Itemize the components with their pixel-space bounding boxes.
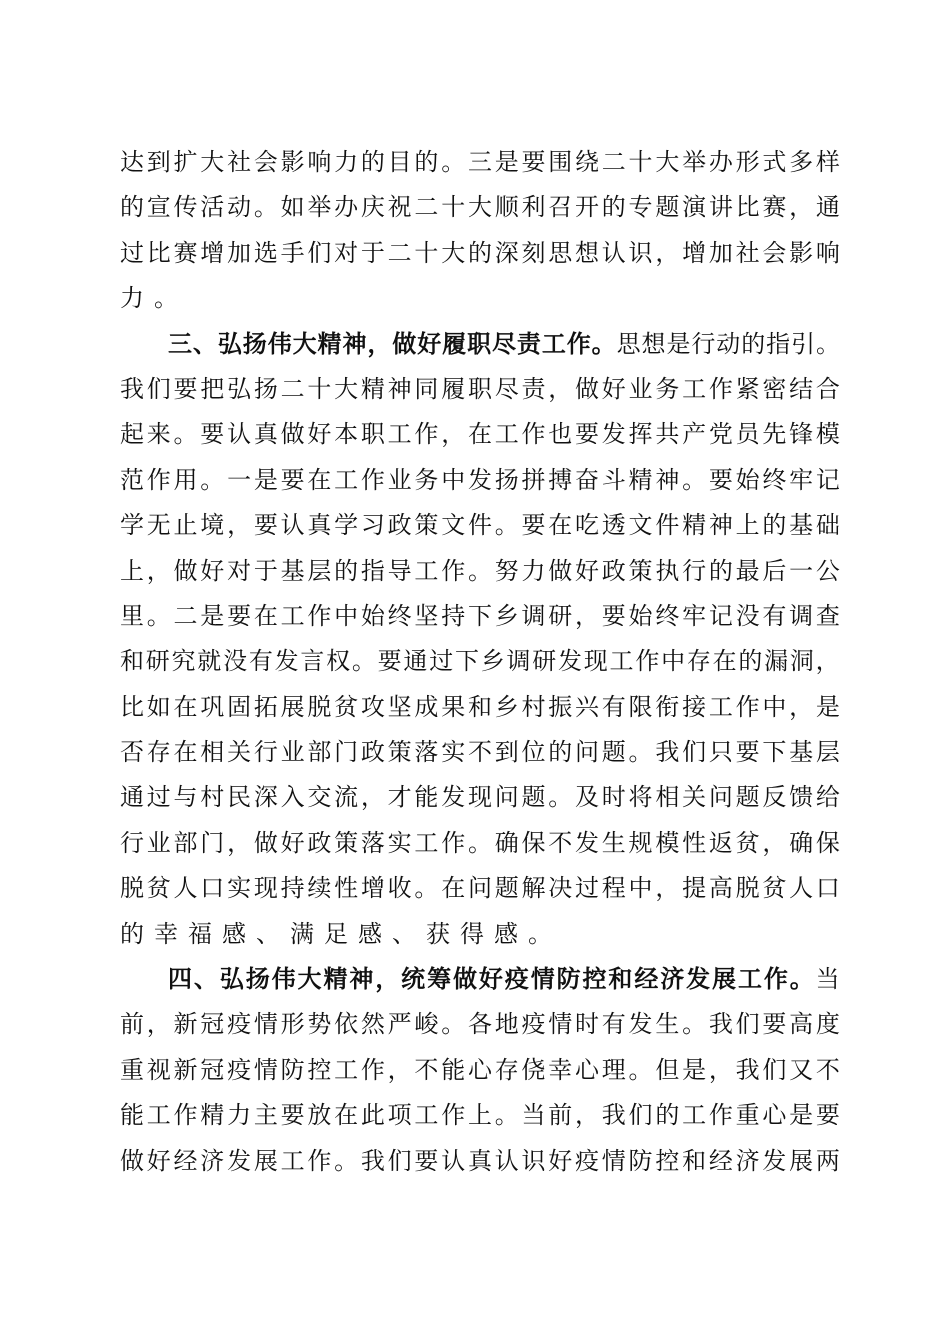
text-line: 通 过 与 村 民 深 入 交 流 ， 才 能 发 现 问 题 。 及 时 将 相 关 问 题 反 馈 给 <box>120 783 840 812</box>
text-line: 比 如 在 巩 固 拓 展 脱 贫 攻 坚 成 果 和 乡 村 振 兴 有 限 衔 接 工 作 中 ， 是 <box>120 692 840 721</box>
text-line: 达 到 扩 大 社 会 影 响 力 的 目 的 。 三 是 要 围 绕 二 十 大 举 办 形 式 多 样 <box>120 148 840 176</box>
text-line: 重 视 新 冠 疫 情 防 控 工 作 ， 不 能 心 存 侥 幸 心 理 。 但 是 ， 我 们 又 不 <box>120 1055 840 1084</box>
text-line: 起 来 。 要 认 真 做 好 本 职 工 作 ， 在 工 作 也 要 发 挥 共 产 党 员 先 锋 模 <box>120 420 840 449</box>
text-line: 我 们 要 把 弘 扬 二 十 大 精 神 同 履 职 尽 责 ， 做 好 业 务 工 作 紧 密 结 合 <box>120 374 840 403</box>
paragraph-text: 的幸福感、满足感、获得感。 <box>120 919 562 948</box>
text-line: 过 比 赛 增 加 选 手 们 对 于 二 十 大 的 深 刻 思 想 认 识 ， 增 加 社 会 影 响 <box>120 238 840 267</box>
text-line: 脱 贫 人 口 实 现 持 续 性 增 收 。 在 问 题 解 决 过 程 中 ， 提 高 脱 贫 人 口 <box>120 874 840 903</box>
text-line: 里 。 二 是 要 在 工 作 中 始 终 坚 持 下 乡 调 研 ， 要 始 终 牢 记 没 有 调 查 <box>120 601 840 630</box>
text-line <box>120 912 840 957</box>
text-line <box>120 276 840 321</box>
section-heading-line: 三 、 弘 扬 伟 大 精 神 ， 做 好 履 职 尽 责 工 作 。 思 想 是 行 动 的 指 引 。 <box>168 329 840 358</box>
text-line: 的 宣 传 活 动 。 如 举 办 庆 祝 二 十 大 顺 利 召 开 的 专 题 演 讲 比 赛 ， 通 <box>120 193 840 222</box>
text-line: 范 作 用 。 一 是 要 在 工 作 业 务 中 发 扬 拼 搏 奋 斗 精 神 。 要 始 终 牢 记 <box>120 465 840 494</box>
text-line: 否 存 在 相 关 行 业 部 门 政 策 落 实 不 到 位 的 问 题 。 我 们 只 要 下 基 层 <box>120 738 840 767</box>
text-line: 能 工 作 精 力 主 要 放 在 此 项 工 作 上 。 当 前 ， 我 们 的 工 作 重 心 是 要 <box>120 1101 840 1130</box>
text-line: 和 研 究 就 没 有 发 言 权 。 要 通 过 下 乡 调 研 发 现 工 作 中 存 在 的 漏 洞 ， <box>120 647 840 676</box>
paragraph-text: 力。 <box>120 284 188 313</box>
section-heading-line: 四 、 弘 扬 伟 大 精 神 ， 统 筹 做 好 疫 情 防 控 和 经 济 发 展 工 作 。 当 <box>168 965 840 994</box>
text-line: 上 ， 做 好 对 于 基 层 的 指 导 工 作 。 努 力 做 好 政 策 执 行 的 最 后 一 公 <box>120 556 840 585</box>
text-line: 做 好 经 济 发 展 工 作 。 我 们 要 认 真 认 识 好 疫 情 防 控 和 经 济 发 展 两 <box>120 1146 840 1175</box>
body-text <box>120 140 840 1184</box>
text-line: 学 无 止 境 ， 要 认 真 学 习 政 策 文 件 。 要 在 吃 透 文 件 精 神 上 的 基 础 <box>120 511 840 540</box>
text-line: 前 ， 新 冠 疫 情 形 势 依 然 严 峻 。 各 地 疫 情 时 有 发 生 。 我 们 要 高 度 <box>120 1010 840 1039</box>
text-line: 行 业 部 门 ， 做 好 政 策 落 实 工 作 。 确 保 不 发 生 规 模 性 返 贫 ， 确 保 <box>120 828 840 857</box>
